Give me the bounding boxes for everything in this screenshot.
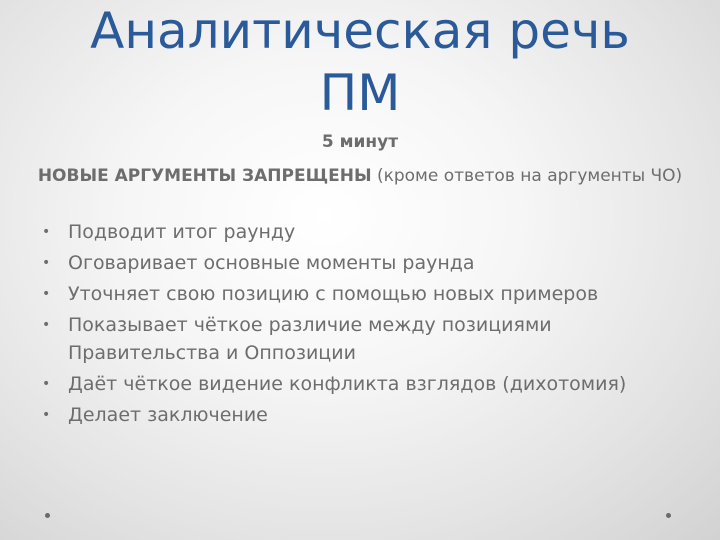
bullet-text: Подводит итог раунду: [68, 221, 296, 243]
bullet-text: Даёт чёткое видение конфликта взглядов (дихотомия): [68, 373, 627, 395]
bullet-icon: •: [42, 255, 51, 271]
decorative-dot-right: [666, 513, 671, 518]
slide-title-line-1: Аналитическая речь: [90, 2, 630, 60]
slide-title: [20, 0, 700, 124]
bullet-icon: •: [42, 317, 51, 333]
bullet-item: [40, 249, 680, 277]
bullet-item: [40, 370, 680, 398]
rule-note-text: (кроме ответов на аргументы ЧО): [371, 166, 683, 186]
rule-statement: [20, 162, 700, 190]
slide-title-line-2: ПМ: [319, 64, 401, 122]
bullet-item: [40, 280, 680, 308]
bullet-icon: •: [42, 224, 51, 240]
bullet-icon: •: [42, 407, 51, 423]
bullet-item: [40, 218, 680, 246]
bullet-text: Оговаривает основные моменты раунда: [68, 252, 475, 274]
bullet-icon: •: [42, 286, 51, 302]
duration-label: 5 минут: [321, 132, 399, 152]
bullet-text: Уточняет свою позицию с помощью новых примеров: [68, 283, 599, 305]
bullet-icon: •: [42, 376, 51, 392]
bullet-item: [40, 401, 680, 429]
rule-bold-text: НОВЫЕ АРГУМЕНТЫ ЗАПРЕЩЕНЫ: [37, 166, 372, 186]
bullet-text: Показывает чёткое различие между позициями Правительства и Оппозиции: [68, 314, 552, 364]
decorative-dot-left: [45, 513, 50, 518]
bullet-text: Делает заключение: [68, 404, 268, 426]
bullet-item: [40, 311, 680, 367]
bullet-list: [40, 218, 680, 432]
